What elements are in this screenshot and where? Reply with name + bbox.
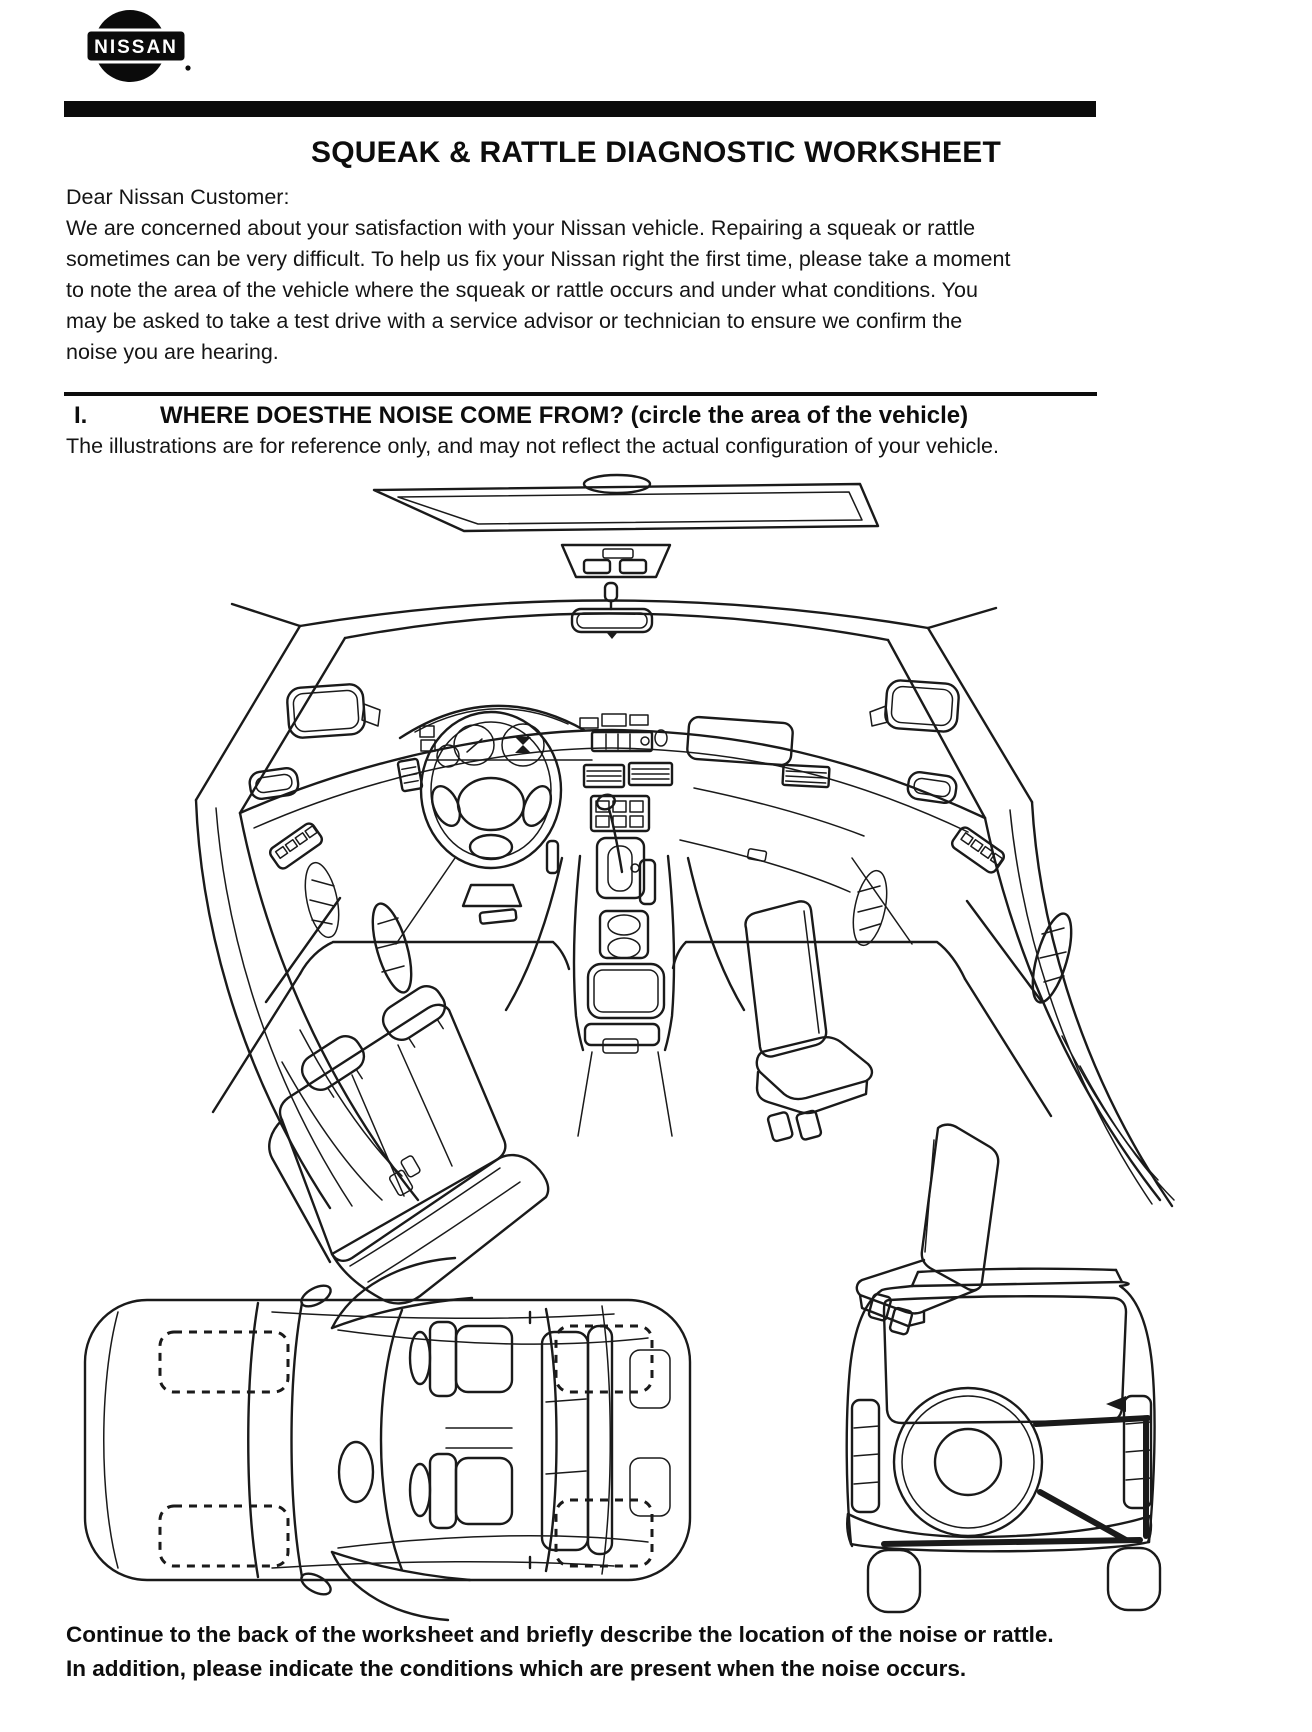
nissan-logo-text: NISSAN <box>94 37 178 58</box>
salutation: Dear Nissan Customer: <box>66 185 290 209</box>
footer-line: In addition, please indicate the conditions which are present when the noise occurs. <box>66 1656 967 1681</box>
intro-line: sometimes can be very difficult. To help us fix your Nissan right the first time, please take a moment <box>66 247 1011 271</box>
section-heading: WHERE DOESTHE NOISE COME FROM? (circle the area of the vehicle) <box>160 402 969 429</box>
intro-line: We are concerned about your satisfaction with your Nissan vehicle. Repairing a squeak or rattle <box>66 216 976 240</box>
page-title: SQUEAK & RATTLE DIAGNOSTIC WORKSHEET <box>311 136 1001 169</box>
footer-line: Continue to the back of the worksheet and briefly describe the location of the noise or rattle. <box>66 1622 1054 1647</box>
section-numeral: I. <box>74 402 88 429</box>
car-interior-illustration <box>196 475 1174 1208</box>
intro-line: may be asked to take a test drive with a service advisor or technician to ensure we confirm the <box>66 309 963 333</box>
intro-line: noise you are hearing. <box>66 340 279 364</box>
folding-seat-rear-illustration <box>857 1125 998 1335</box>
footer-instructions <box>66 1618 1246 1686</box>
car-top-view-illustration <box>85 1258 690 1620</box>
section-note: The illustrations are for reference only, and may not reflect the actual configuration of your vehicle. <box>66 434 999 458</box>
folding-seat-front-illustration <box>745 901 871 1147</box>
intro-line: to note the area of the vehicle where the squeak or rattle occurs and under what conditions. You <box>66 278 978 302</box>
